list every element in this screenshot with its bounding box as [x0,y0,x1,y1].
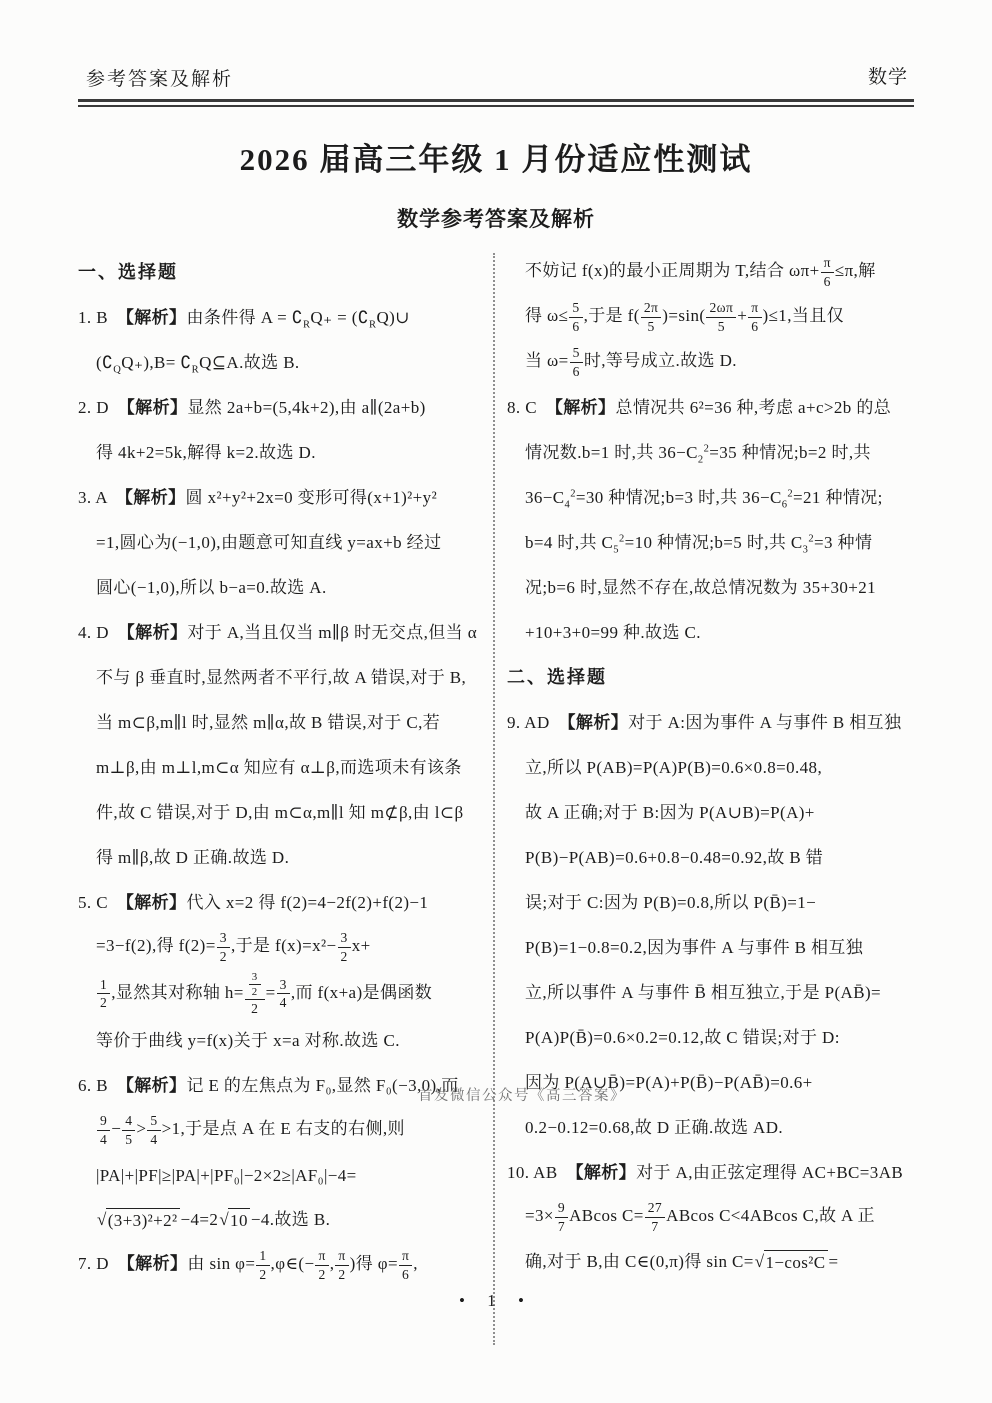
text-line: 10. AB 【解析】对于 A,由正弦定理得 AC+BC=3AB [507,1162,904,1182]
text-line: 1. B 【解析】由条件得 $A = ∁_RQ_+$ = $(∁_RQ)\cup$ [78,307,410,330]
sqrt-expression: √ 1−cos²C [755,1250,828,1275]
analysis-label: 【解析】 [567,712,629,732]
text-line: √ (3+3)²+2² −4=2 √ 10 −4.故选 B. [78,1198,492,1243]
fraction: $\frac{2\omega\pi}{5}$ [706,299,736,335]
text-line: 立,所以事件 A 与事件 B̄ 相互独立,于是 P(AB̄)= [525,982,882,1002]
analysis-label: 【解析】 [126,397,188,417]
analysis-label: 【解析】 [126,622,188,642]
text-line: 不与 β 垂直时,显然两者不平行,故 A 错误,对于 B, [96,667,467,687]
fraction: $\frac{\pi}{6}$ [399,1247,412,1283]
text-line: 立,所以 P(AB)=P(A)P(B)=0.6×0.8=0.48, [525,757,823,777]
sqrt-expression: √ (3+3)²+2² [97,1208,180,1233]
text-line: =1,圆心为(−1,0),由题意可知直线 y=ax+b 经过 [96,532,442,552]
page-subtitle: 数学参考答案及解析 [397,208,595,231]
text-line: P(B)=1−0.8=0.2,因为事件 A 与事件 B 相互独 [525,937,864,957]
text-line: 9. AD 【解析】对于 A:因为事件 A 与事件 B 相互独 [507,712,902,732]
text-line: 不妨记 f(x)的最小正周期为 T,结合 ωπ+ $\frac{\pi}{6}$ ≤π,解 [525,255,876,289]
text-line: $\frac{1}{2}$ ,显然其对称轴 h= $\frac{\frac{3}{2}}{2}$ = $\frac{3}{4}$ ,而 f(x+a)是偶函数 [78,970,492,1018]
text-line: 当 m⊂β,m∥l 时,显然 m∥α,故 B 错误,对于 C,若 [96,712,441,732]
section-heading: 二、选择题 [507,666,607,687]
text-line: =3× $\frac{9}{7}$ ABcos C= $\frac{27}{7}$ ABcos C<4ABcos C,故 A 正 [525,1200,875,1234]
text-line: 5. C 【解析】代入 x=2 得 f(2)=4−2f(2)+f(2)−1 [78,892,429,912]
text-line: 件,故 C 错误,对于 D,由 m⊂α,m∥l 知 m⊄β,由 l⊂β [96,802,464,822]
column-divider [493,253,495,1345]
text-line: P(B)−P(AB)=0.6+0.8−0.48=0.92,故 B 错 [525,847,824,867]
text-line: 当 ω= $\frac{5}{6}$ 时,等号成立.故选 D. [525,345,737,379]
fraction: $\frac{4}{5}$ [122,1112,135,1148]
header-left-label: 参考答案及解析 [86,69,234,90]
text-line: +10+3+0=99 种.故选 C. [525,622,701,642]
fraction: $\frac{9}{4}$ [97,1112,110,1148]
text-line: 0.2−0.12=0.68,故 D 正确.故选 AD. [525,1117,784,1137]
fraction: $\frac{3}{2}$ [217,929,230,965]
text-line: 8. C 【解析】总情况共 6²=36 种,考虑 a+c>2b 的总 [507,397,892,417]
text-line: 故 A 正确;对于 B:因为 P(A∪B)=P(A)+ [525,802,815,822]
analysis-label: 【解析】 [125,307,187,327]
text-line: 3. A 【解析】圆 x²+y²+2x=0 变形可得(x+1)²+y² [78,487,438,507]
text-line: |PA|+|PF|≥|PA|+|PF₀|−2×2≥|AF₀|−4= [96,1165,357,1185]
text-line: 等价于曲线 y=f(x)关于 x=a 对称.故选 C. [96,1030,400,1050]
fraction: $\frac{27}{7}$ [645,1199,665,1235]
page-number: • 1 • [459,1291,533,1310]
fraction: $\frac{3}{2}$ [249,970,261,999]
section-heading: 一、选择题 [78,261,178,282]
left-column [78,250,492,1288]
fraction: $\frac{2\pi}{5}$ [641,299,661,335]
fraction: $\frac{\frac{3}{2}}{2}$ [245,970,265,1018]
text-line: 得 ω≤ $\frac{5}{6}$ ,于是 f( $\frac{2\pi}{5}$ )=sin( $\frac{2\omega\pi}{5}$ + $\frac{\pi}{6}$ )≤1,当且仅 [525,300,845,334]
analysis-label: 【解析】 [124,487,186,507]
header-double-rule [78,99,914,107]
fraction: $\frac{\pi}{2}$ [335,1247,348,1283]
analysis-label: 【解析】 [126,1254,188,1274]
page-title: 2026 届高三年级 1 月份适应性测试 [239,142,753,177]
fraction: $\frac{5}{6}$ [569,299,582,335]
fraction: $\frac{5}{4}$ [147,1112,160,1148]
fraction: $\frac{\pi}{6}$ [748,299,761,335]
text-line: m⊥β,由 m⊥l,m⊂α 知应有 α⊥β,而选项未有该条 [96,757,462,777]
text-line: 7. D 【解析】由 sin φ= $\frac{1}{2}$ ,φ∈(− $\frac{\pi}{2}$ , $\frac{\pi}{2}$ )得 φ= $\frac{\pi}{6}$ , [78,1248,418,1282]
text-line: $\frac{9}{4}$ − $\frac{4}{5}$ > $\frac{5}{4}$ >1,于是点 A 在 E 右支的右侧,则 [78,1108,492,1153]
analysis-label: 【解析】 [554,397,616,417]
fraction: $\frac{3}{4}$ [277,976,290,1012]
text-line: P(A)P(B̄)=0.6×0.2=0.12,故 C 错误;对于 D: [525,1027,840,1047]
fraction: $\frac{3}{2}$ [338,929,351,965]
analysis-label: 【解析】 [125,892,187,912]
fraction: $\frac{1}{2}$ [256,1247,269,1283]
text-line: 6. B 【解析】记 E 的左焦点为 F₀,显然 F₀(−3,0),而 [78,1075,459,1095]
analysis-label: 【解析】 [125,1075,187,1095]
text-line: 2. D 【解析】显然 2a+b=(5,4k+2),由 a∥(2a+b) [78,397,426,417]
text-line: $(∁_QQ_+),B=$ $∁_RQ⊆A$.故选 B. [96,352,300,375]
text-line: 得 4k+2=5k,解得 k=2.故选 D. [96,442,316,462]
text-line: =3−f(2),得 f(2)= $\frac{3}{2}$ ,于是 f(x)=x²− $\frac{3}{2}$ x+ [96,930,371,964]
text-line: 情况数.b=1 时,共 $36-C_2^2=35$ 种情况;b=2 时,共 [525,442,871,465]
watermark: 首发微信公众号《高三答案》 [418,1088,626,1104]
fraction: $\frac{9}{7}$ [555,1199,568,1235]
header-right-label: 数学 [867,67,908,88]
right-column [507,250,925,1285]
text-line: 况;b=6 时,显然不存在,故总情况数为 35+30+21 [525,577,877,597]
sqrt-expression: √ 10 [219,1208,250,1233]
fraction: $\frac{5}{6}$ [570,344,583,380]
fraction: $\frac{\pi}{6}$ [821,254,834,290]
text-line: 得 m∥β,故 D 正确.故选 D. [96,847,290,867]
fraction: $\frac{1}{2}$ [97,976,110,1012]
text-line: $36-C_4^2=30$ 种情况;b=3 时,共 $36-C_6^2=21$ 种情况; [525,487,883,510]
text-line: 圆心(−1,0),所以 b−a=0.故选 A. [96,577,327,597]
fraction: $\frac{\pi}{2}$ [315,1247,328,1283]
text-line: 确,对于 B,由 C∈(0,π)得 sin C= √ 1−cos²C = [507,1240,925,1285]
text-line: 4. D 【解析】对于 A,当且仅当 m∥β 时无交点,但当 α [78,622,477,642]
text-line: 误;对于 C:因为 P(B)=0.8,所以 P(B̄)=1− [525,892,817,912]
analysis-label: 【解析】 [574,1162,637,1182]
text-line: b=4 时,共 $C_5^2=10$ 种情况;b=5 时,共 $C_3^2=3$ 种情 [525,532,873,555]
text-line: 因为 P(A∪B̄)=P(A)+P(B̄)−P(AB̄)=0.6+ [525,1072,813,1092]
